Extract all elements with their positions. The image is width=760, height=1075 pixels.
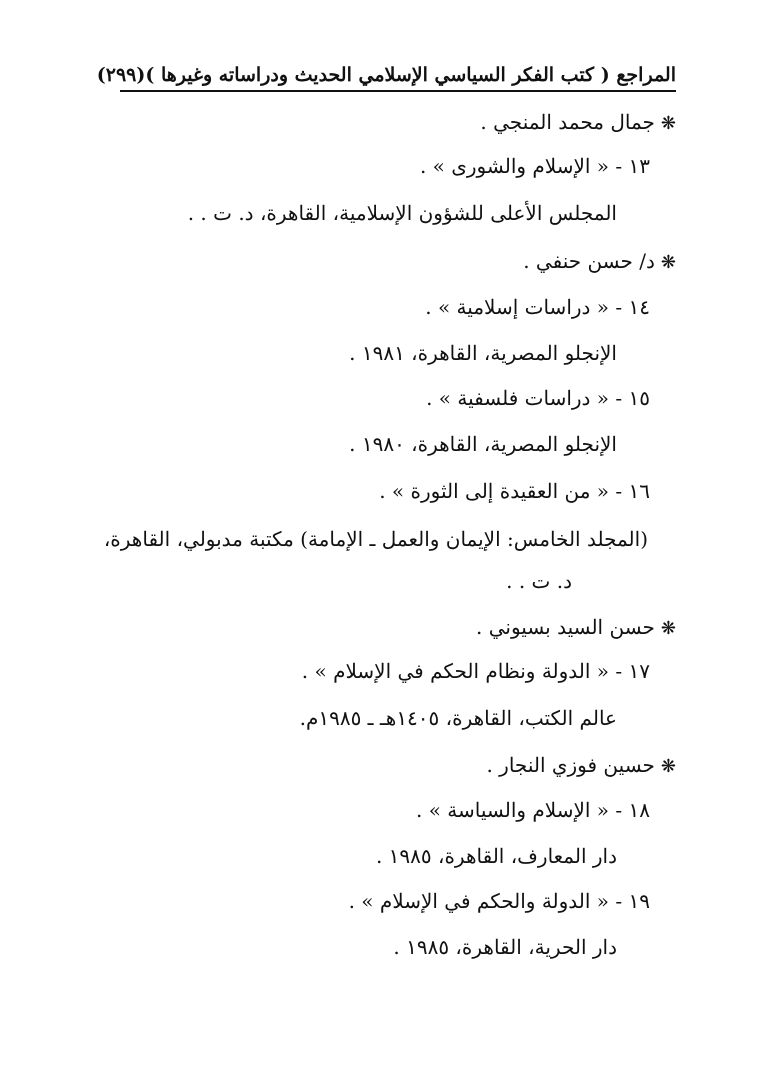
author-line bbox=[480, 108, 676, 138]
book-title-line: ١٦ - « من العقيدة إلى الثورة » . bbox=[379, 479, 650, 503]
book-title-line: ١٥ - « دراسات فلسفية » . bbox=[426, 386, 650, 410]
author-name: د/ حسن حنفي . bbox=[523, 249, 655, 273]
author-name: حسين فوزي النجار . bbox=[486, 753, 655, 777]
asterisk-icon: ❋ bbox=[660, 756, 676, 777]
book-title-line: ١٩ - « الدولة والحكم في الإسلام » . bbox=[348, 889, 650, 913]
asterisk-icon: ❋ bbox=[660, 113, 676, 134]
asterisk-icon: ❋ bbox=[660, 252, 676, 273]
publisher-line: دار الحرية، القاهرة، ١٩٨٥ . bbox=[393, 935, 617, 959]
book-title-line: ١٣ - « الإسلام والشورى » . bbox=[419, 154, 650, 178]
publisher-line: الإنجلو المصرية، القاهرة، ١٩٨٠ . bbox=[349, 432, 617, 456]
publisher-line: الإنجلو المصرية، القاهرة، ١٩٨١ . bbox=[349, 341, 617, 365]
author-name: جمال محمد المنجي . bbox=[480, 110, 655, 134]
author-line bbox=[523, 247, 676, 277]
header-title: المراجع ( كتب الفكر السياسي الإسلامي الحديث ودراساته وغيرها ) bbox=[145, 64, 676, 86]
book-title-line: ١٨ - « الإسلام والسياسة » . bbox=[415, 798, 650, 822]
running-header bbox=[96, 58, 676, 92]
author-line bbox=[476, 613, 676, 643]
book-title-line: ١٤ - « دراسات إسلامية » . bbox=[425, 295, 650, 319]
author-name: حسن السيد بسيوني . bbox=[476, 615, 655, 639]
author-line bbox=[486, 751, 676, 781]
asterisk-icon: ❋ bbox=[660, 618, 676, 639]
page-number: (٢٩٩) bbox=[96, 64, 146, 86]
publisher-line-continued: د. ت . . bbox=[506, 569, 572, 593]
publisher-line: (المجلد الخامس: الإيمان والعمل ـ الإمامة) مكتبة مدبولي، القاهرة، bbox=[103, 527, 648, 551]
publisher-line: دار المعارف، القاهرة، ١٩٨٥ . bbox=[375, 844, 617, 868]
publisher-line: عالم الكتب، القاهرة، ١٤٠٥هـ ـ ١٩٨٥م. bbox=[299, 706, 617, 730]
book-title-line: ١٧ - « الدولة ونظام الحكم في الإسلام » . bbox=[301, 659, 650, 683]
publisher-line: المجلس الأعلى للشؤون الإسلامية، القاهرة، د. ت . . bbox=[187, 201, 617, 225]
